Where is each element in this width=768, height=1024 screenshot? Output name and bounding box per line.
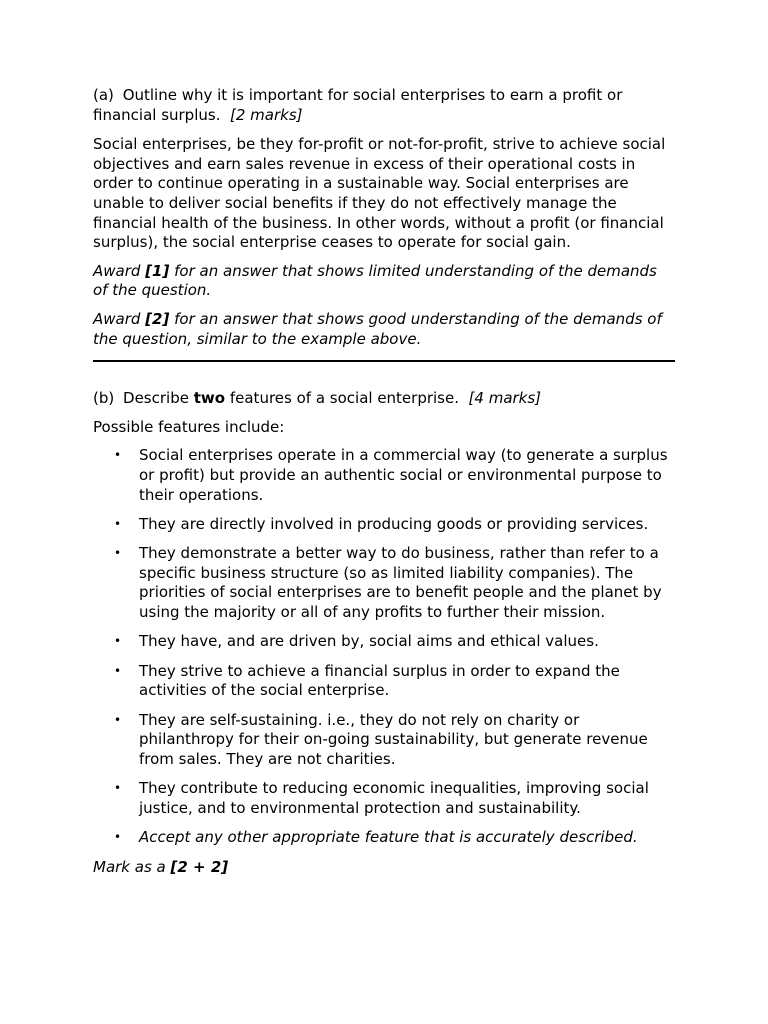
mark-scheme-value: [2 + 2] [170, 857, 229, 876]
part-b-intro: Possible features include: [93, 417, 285, 436]
award-1-mark: [1] [145, 261, 170, 280]
list-item [93, 632, 675, 652]
feature-text: They contribute to reducing economic inequalities, improving social justice, and to environmental protection and sustainability. [139, 779, 649, 817]
bullet-icon: • [114, 712, 122, 727]
bullet-icon: • [114, 663, 122, 678]
list-item [93, 662, 675, 701]
feature-text: They are directly involved in producing goods or providing services. [139, 514, 649, 533]
section-divider [93, 360, 675, 362]
part-a-question-text: Outline why it is important for social enterprises to earn a profit or financial surplus. [93, 86, 623, 124]
feature-text: They strive to achieve a financial surplus in order to expand the activities of the social enterprise. [139, 661, 620, 700]
award-1-note [93, 262, 675, 301]
part-b-marks: [4 marks] [468, 389, 542, 408]
part-a-answer: Social enterprises, be they for-profit or not-for-profit, strive to achieve social objectives and earn sales revenue in excess of their operational costs in order to continue operating in a sustainable way. Social enterprises are unable to deliver social benefits if they do not effectively manage the financial health of the business. In other words, without a profit (or financial surplus), the social enterprise ceases to operate for social gain. [93, 135, 666, 252]
part-b-question-pre: Describe [123, 389, 189, 408]
award-2-note [93, 310, 675, 349]
feature-text: They have, and are driven by, social aims and ethical values. [139, 632, 599, 651]
feature-text: They are self-sustaining. i.e., they do not rely on charity or philanthropy for their on-going sustainability, but generate revenue from sales. They are not charities. [139, 710, 648, 769]
award-1-text: for an answer that shows limited understanding of the demands of the question. [93, 261, 657, 300]
feature-text-italic: Accept any other appropriate feature that is accurately described. [139, 828, 638, 847]
bullet-icon: • [114, 634, 122, 649]
feature-text: Social enterprises operate in a commercial way (to generate a surplus or profit) but provide an authentic social or environmental purpose to their operations. [139, 446, 668, 504]
list-item [93, 446, 675, 505]
features-list [93, 446, 675, 848]
part-a-question [93, 86, 675, 125]
bullet-icon: • [114, 516, 122, 531]
bullet-icon: • [114, 546, 122, 561]
list-item [93, 711, 675, 770]
list-item [93, 828, 675, 848]
part-a-marks: [2 marks] [230, 105, 303, 124]
list-item [93, 779, 675, 818]
mark-scheme-note [93, 858, 675, 878]
part-a-label: (a) [93, 86, 114, 104]
list-item [93, 515, 675, 535]
feature-text: They demonstrate a better way to do business, rather than refer to a specific business structure (so as limited liability companies). The priorities of social enterprises are to benefit people and the planet by using the majority or all of any profits to further their mission. [139, 544, 662, 622]
part-b-question [93, 389, 675, 409]
bullet-icon: • [114, 448, 122, 463]
part-b-question-post: features of a social enterprise. [229, 389, 459, 408]
mark-scheme-content [93, 86, 675, 877]
award-2-prefix: Award [93, 309, 141, 328]
part-b-label: (b) [93, 389, 115, 408]
list-item [93, 544, 675, 622]
part-b-question-bold: two [193, 389, 226, 408]
award-2-text: for an answer that shows good understanding of the demands of the question, similar to the example above. [93, 309, 662, 348]
mark-scheme-prefix: Mark as a [93, 857, 166, 876]
bullet-icon: • [114, 830, 122, 845]
bullet-icon: • [114, 781, 122, 796]
award-2-mark: [2] [145, 309, 170, 328]
award-1-prefix: Award [93, 261, 141, 280]
